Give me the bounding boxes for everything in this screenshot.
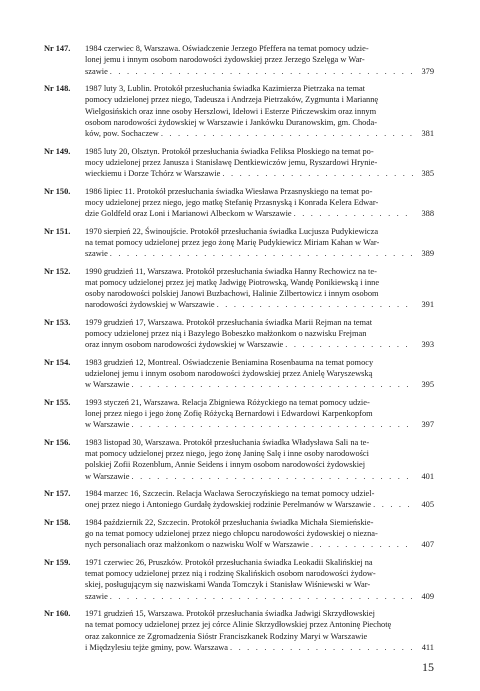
entry-leader-line: [85, 208, 434, 219]
entry-text-line: temat pomocy udzielonej przez nią i rodzinę Skalińskich osobom narodowości żydow-: [85, 569, 376, 578]
entry-leader-line: [85, 128, 434, 139]
entry-leader-line: [85, 248, 434, 259]
entry-page-number: 401: [421, 471, 434, 481]
entry-text-line: lonej przez niego i jego żonę Zofię Różycką Bernardowi i Edwardowi Karpenkopfom: [85, 409, 373, 419]
entry-number: Nr 155.: [44, 397, 71, 407]
toc-entry: [44, 43, 434, 77]
entry-text-line: polskiej Zofii Rozenblum, Annie Seidens i innym osobom narodowości żydowskiej: [85, 460, 366, 470]
entry-leader-line: [85, 591, 434, 602]
entry-page-number: 388: [421, 209, 434, 219]
entry-text-last: oraz innym osobom narodowości żydowskiej w Warszawie: [85, 340, 284, 350]
entry-page-number: 405: [421, 500, 434, 510]
entry-page-number: 389: [421, 249, 434, 259]
toc-entry: [44, 146, 434, 180]
entry-number: Nr 149.: [44, 146, 71, 156]
entry-text-line: na temat pomocy udzielonej przez jej córce Alinie Skrzydłowskiej przez Antoninę Piechotę: [85, 620, 392, 630]
entry-text-last: nych personaliach oraz małżonkom o nazwisku Wolf w Warszawie: [85, 540, 309, 550]
entry-page-number: 409: [421, 591, 434, 601]
toc-entry: [44, 488, 434, 511]
entry-leader-line: [85, 539, 434, 550]
entry-number: Nr 157.: [44, 489, 71, 499]
entry-text-last: w Warszawie: [85, 420, 130, 430]
entry-text-line: 1983 grudzień 12, Montreal. Oświadczenie Beniamina Rosenbauma na temat pomocy: [85, 357, 374, 367]
entry-page-number: 385: [421, 169, 434, 179]
toc-entry: [44, 608, 434, 653]
entry-text-line: 1987 luty 3, Lublin. Protokół przesłuchania świadka Kazimierza Pietrzaka na temat: [85, 83, 366, 93]
entry-text-line: 1985 luty 20, Olsztyn. Protokół przesłuchania świadka Feliksa Płoskiego na temat po-: [85, 146, 374, 156]
entry-page-number: 397: [421, 420, 434, 430]
entry-text-line: 1984 październik 22, Szczecin. Protokół przesłuchania świadka Michała Siemieńskie-: [85, 517, 374, 527]
entry-text-line: pomocy udzielonej przez nią i Bazylego Bobeszko małżonkom o nazwisku Frejman: [85, 329, 367, 339]
dot-leader: [230, 642, 414, 653]
entry-text-line: 1990 grudzień 11, Warszawa. Protokół przesłuchania świadka Hanny Rechowicz na te-: [85, 266, 377, 276]
entry-text-line: mocy udzielonej przez niego, jego matkę Stefanię Przasnyską i Konrada Kelera Edwar-: [85, 197, 379, 207]
entry-text-last: ków, pow. Sochaczew: [85, 129, 159, 139]
entry-text-line: osobom narodowości żydowskiej w Warszawie i Jankówku Duranowskim, gm. Choda-: [85, 117, 378, 127]
entry-leader-line: [85, 299, 434, 310]
entry-text-line: go na temat pomocy udzielonej przez niego chłopcu narodowości żydowskiej o niezna-: [85, 529, 378, 539]
dot-leader: [110, 66, 414, 77]
entry-number: Nr 156.: [44, 437, 71, 447]
entry-leader-line: [85, 379, 434, 390]
entry-text-line: mat pomocy udzielonej przez niego, jego żonę Janinę Salę i inne osoby narodowości: [85, 449, 369, 459]
entry-number: Nr 153.: [44, 317, 71, 327]
entry-page-number: 381: [421, 129, 434, 139]
entry-text-line: mocy udzielonej przez Janusza i Stanisławę Dentkiewiczów jemu, Ryszardowi Hrynie-: [85, 157, 378, 167]
toc-entry: [44, 357, 434, 391]
entry-text-line: 1970 sierpień 22, Świnoujście. Protokół przesłuchania świadka Lucjusza Pudykiewicza: [85, 226, 379, 236]
dot-leader: [110, 591, 414, 602]
entry-text-last: w Warszawie: [85, 471, 130, 481]
entry-number: Nr 147.: [44, 44, 71, 53]
entry-leader-line: [85, 66, 434, 77]
entry-text-line: 1971 czerwiec 26, Pruszków. Protokół przesłuchania świadka Leokadii Skalińskiej na: [85, 557, 373, 567]
entry-text-last: narodowości żydowskiej w Warszawie: [85, 300, 215, 310]
entry-text-last: wieckiemu i Dorze Tchórz w Warszawie: [85, 169, 221, 179]
entry-number: Nr 160.: [44, 608, 71, 618]
entry-text-line: Wielgosińskich oraz inne osoby Herszlowi, Idełowi i Esterze Pińczewskim oraz innym: [85, 106, 377, 116]
toc-entry: [44, 83, 434, 139]
entry-text-last: szawie: [85, 66, 108, 76]
entry-leader-line: [85, 499, 434, 510]
entry-page-number: 411: [421, 642, 434, 652]
entry-number: Nr 150.: [44, 186, 71, 196]
entry-text-line: osoby narodowości polskiej Janowi Buzbachowi, Halinie Zilbertowicz i innym osobom: [85, 289, 379, 299]
toc-entry: [44, 517, 434, 551]
entry-text-last: w Warszawie: [85, 380, 130, 390]
toc-entry: [44, 266, 434, 311]
dot-leader: [217, 299, 414, 310]
entry-text-last: i Międzylesiu tejże gminy, pow. Warszawa: [85, 642, 228, 652]
dot-leader: [294, 208, 414, 219]
entry-text-line: 1979 grudzień 17, Warszawa. Protokół przesłuchania świadka Marii Rejman na temat: [85, 317, 373, 327]
entry-page-number: 391: [421, 300, 434, 310]
entry-number: Nr 152.: [44, 266, 71, 276]
entry-leader-line: [85, 339, 434, 350]
entry-leader-line: [85, 168, 434, 179]
entry-page-number: 393: [421, 340, 434, 350]
table-of-contents: [44, 43, 434, 659]
toc-entry: [44, 186, 434, 220]
entry-text-line: pomocy udzielonej przez niego, Tadeusza i Andrzeja Pietrzaków, Zygmunta i Mariannę: [85, 95, 379, 105]
entry-number: Nr 148.: [44, 83, 71, 93]
entry-text-line: 1971 grudzień 15, Warszawa. Protokół przesłuchania świadka Jadwigi Skrzydłowskiej: [85, 608, 375, 618]
entry-page-number: 379: [421, 66, 434, 76]
entry-text-line: 1984 czerwiec 8, Warszawa. Oświadczenie Jerzego Pfeffera na temat pomocy udzie-: [85, 44, 369, 53]
entry-page-number: 395: [421, 380, 434, 390]
entry-text-line: skiej, posługującym się nazwiskami Wanda Tomczyk i Stanisław Wiśniewski w War-: [85, 580, 371, 590]
toc-entry: [44, 317, 434, 351]
entry-text-line: 1984 marzec 16, Szczecin. Relacja Wacława Seroczyńskiego na temat pomocy udziel-: [85, 489, 375, 499]
dot-leader: [285, 339, 414, 350]
entry-text-last: szawie: [85, 591, 108, 601]
toc-entry: [44, 226, 434, 260]
entry-text-line: 1986 lipiec 11. Protokół przesłuchania świadka Wiesława Przasnyskiego na temat po-: [85, 186, 373, 196]
entry-text-line: oraz zakonnice ze Zgromadzenia Sióstr Franciszkanek Rodziny Maryi w Warszawie: [85, 631, 368, 641]
entry-number: Nr 151.: [44, 226, 71, 236]
entry-number: Nr 158.: [44, 517, 71, 527]
toc-entry: [44, 437, 434, 482]
entry-leader-line: [85, 471, 434, 482]
dot-leader: [311, 539, 414, 550]
dot-leader: [132, 471, 414, 482]
entry-text-line: na temat pomocy udzielonej przez jego żonę Marię Pudykiewicz Miriam Kahan w War-: [85, 237, 380, 247]
entry-text-line: mat pomocy udzielonej przez jej matkę Jadwigę Piotrowską, Wandę Ponikiewską i inne: [85, 277, 380, 287]
entry-text-last: dzie Goldfeld oraz Loni i Marianowi Albeckom w Warszawie: [85, 209, 292, 219]
dot-leader: [222, 168, 414, 179]
page-number: 15: [422, 660, 434, 674]
entry-leader-line: [85, 642, 434, 653]
dot-leader: [132, 379, 414, 390]
entry-text-last: szawie: [85, 249, 108, 259]
entry-number: Nr 159.: [44, 557, 71, 567]
dot-leader: [110, 248, 414, 259]
entry-text-line: 1983 listopad 30, Warszawa. Protokół przesłuchania świadka Władysława Sali na te-: [85, 437, 370, 447]
entry-text-line: lonej jemu i innym osobom narodowości żydowskiej przez Jerzego Szelęga w War-: [85, 55, 365, 65]
entry-leader-line: [85, 419, 434, 430]
entry-text-line: 1993 styczeń 21, Warszawa. Relacja Zbigniewa Różyckiego na temat pomocy udzie-: [85, 397, 370, 407]
entry-text-last: onej przez niego i Antoniego Gurdałę żydowskiej rodzinie Perelmanów w Warszawie: [85, 500, 372, 510]
entry-number: Nr 154.: [44, 357, 71, 367]
toc-entry: [44, 397, 434, 431]
entry-page-number: 407: [421, 540, 434, 550]
entry-text-line: udzielonej jemu i innym osobom narodowości żydowskiej przez Anielę Waryszewską: [85, 369, 373, 379]
dot-leader: [132, 419, 414, 430]
dot-leader: [161, 128, 414, 139]
dot-leader: [373, 499, 414, 510]
toc-entry: [44, 557, 434, 602]
